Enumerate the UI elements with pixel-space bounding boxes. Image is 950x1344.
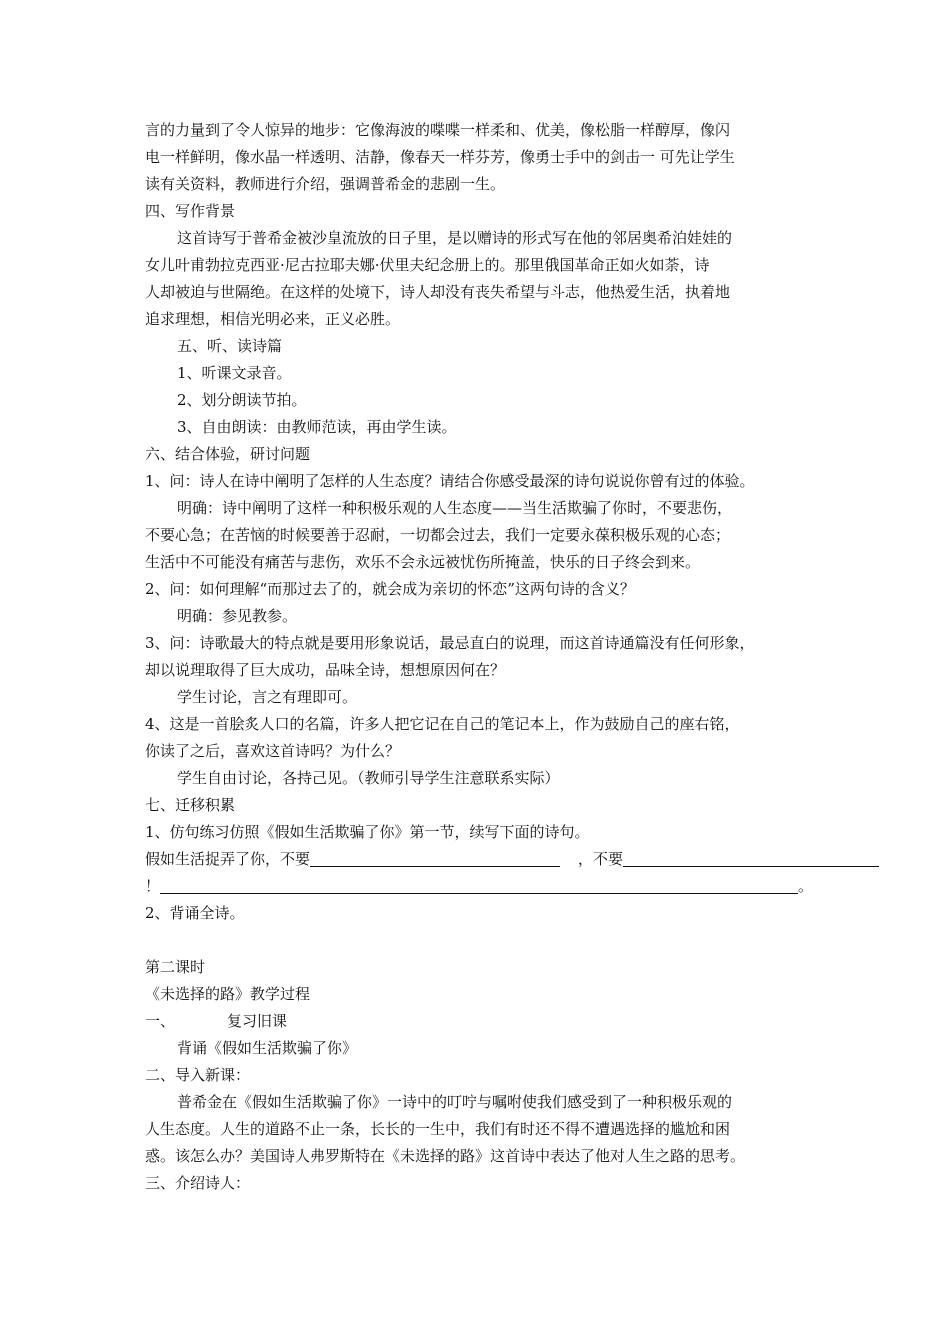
section-heading: 三、介绍诗人：	[145, 1174, 251, 1192]
fill-blank-end: 。	[798, 877, 814, 895]
text-line: 读有关资料，教师进行介绍，强调普希金的悲剧一生。	[145, 175, 506, 193]
question-line: 3、问：诗歌最大的特点就是要用形象说话，最忌直白的说理，而这首诗通篇没有任何形象，	[145, 634, 755, 652]
section-heading: 六、结合体验，研讨问题	[145, 445, 311, 463]
answer-line: 学生自由讨论，各持己见。（教师引导学生注意联系实际）	[177, 769, 560, 787]
section-heading	[145, 1008, 915, 1035]
fill-blank-line	[145, 873, 915, 900]
text-line: 人却被迫与世隔绝。在这样的处境下，诗人却没有丧失希望与斗志，他热爱生活，执着地	[145, 283, 731, 301]
section-title: 复习旧课	[227, 1012, 288, 1030]
question-line: 2、问：如何理解“而那过去了的，就会成为亲切的怀恋”这两句诗的含义？	[145, 580, 635, 598]
section-heading: 五、听、读诗篇	[177, 337, 283, 355]
answer-line: 生活中不可能没有痛苦与悲伤，欢乐不会永远被忧伤所掩盖，快乐的日子终会到来。	[145, 553, 701, 571]
fill-blank-middle: ，不要	[578, 850, 624, 868]
lesson-heading: 第二课时	[145, 958, 206, 976]
list-item: 2、划分朗读节拍。	[177, 391, 307, 409]
text-line: 背诵《假如生活欺骗了你》	[177, 1039, 358, 1057]
fill-blank-line	[145, 846, 915, 873]
text-line: 女儿叶甫勃拉克西亚·尼古拉耶夫娜·伏里夫纪念册上的。那里俄国革命正如火如荼，诗	[145, 256, 710, 274]
text-line: 人生态度。人生的道路不止一条，长长的一生中，我们有时还不得不遭遇选择的尴尬和困	[145, 1120, 731, 1138]
blank-underline	[623, 850, 879, 867]
text-line: 这首诗写于普希金被沙皇流放的日子里，是以赠诗的形式写在他的邻居奥希泊娃娃的	[177, 229, 733, 247]
question-line: 你读了之后，喜欢这首诗吗？为什么？	[145, 742, 401, 760]
section-heading: 四、写作背景	[145, 202, 236, 220]
section-heading: 七、迁移积累	[145, 796, 236, 814]
exercise-line: 1、仿句练习仿照《假如生活欺骗了你》第一节，续写下面的诗句。	[145, 823, 590, 841]
question-line: 却以说理取得了巨大成功，品味全诗，想想原因何在？	[145, 661, 506, 679]
fill-blank-prefix: 假如生活捉弄了你，不要	[145, 850, 311, 868]
answer-line: 学生讨论，言之有理即可。	[177, 688, 358, 706]
text-line: 追求理想，相信光明必来，正义必胜。	[145, 310, 401, 328]
text-line: 惑。该怎么办？美国诗人弗罗斯特在《未选择的路》这首诗中表达了他对人生之路的思考。	[145, 1147, 746, 1165]
document-page	[145, 117, 915, 1197]
section-number: 一、	[145, 1012, 176, 1030]
list-item: 2、背诵全诗。	[145, 904, 245, 922]
answer-line: 明确：参见教参。	[177, 607, 298, 625]
blank-underline	[160, 877, 798, 894]
lesson-title: 《未选择的路》教学过程	[145, 985, 311, 1003]
list-item: 3、自由朗读：由教师范读，再由学生读。	[177, 418, 457, 436]
text-line: 普希金在《假如生活欺骗了你》一诗中的叮咛与嘱咐使我们感受到了一种积极乐观的	[177, 1093, 733, 1111]
list-item: 1、听课文录音。	[177, 364, 292, 382]
text-line: 言的力量到了令人惊异的地步：它像海波的喋喋一样柔和、优美，像松脂一样醇厚，像闪	[145, 121, 731, 139]
text-line: 电一样鲜明，像水晶一样透明、洁静，像春天一样芬芳，像勇士手中的剑击一 可先让学生	[145, 148, 735, 166]
fill-blank-exclaim: ！	[145, 877, 161, 895]
blank-underline	[310, 850, 560, 867]
section-heading: 二、导入新课：	[145, 1066, 251, 1084]
question-line: 1、问：诗人在诗中阐明了怎样的人生态度？请结合你感受最深的诗句说说你曾有过的体验。	[145, 472, 755, 490]
answer-line: 不要心急；在苦恼的时候要善于忍耐，一切都会过去，我们一定要永葆积极乐观的心态；	[145, 526, 731, 544]
answer-line: 明确：诗中阐明了这样一种积极乐观的人生态度——当生活欺骗了你时，不要悲伤，	[177, 499, 733, 517]
question-line: 4、这是一首脍炙人口的名篇，许多人把它记在自己的笔记本上，作为鼓励自己的座右铭，	[145, 715, 740, 733]
